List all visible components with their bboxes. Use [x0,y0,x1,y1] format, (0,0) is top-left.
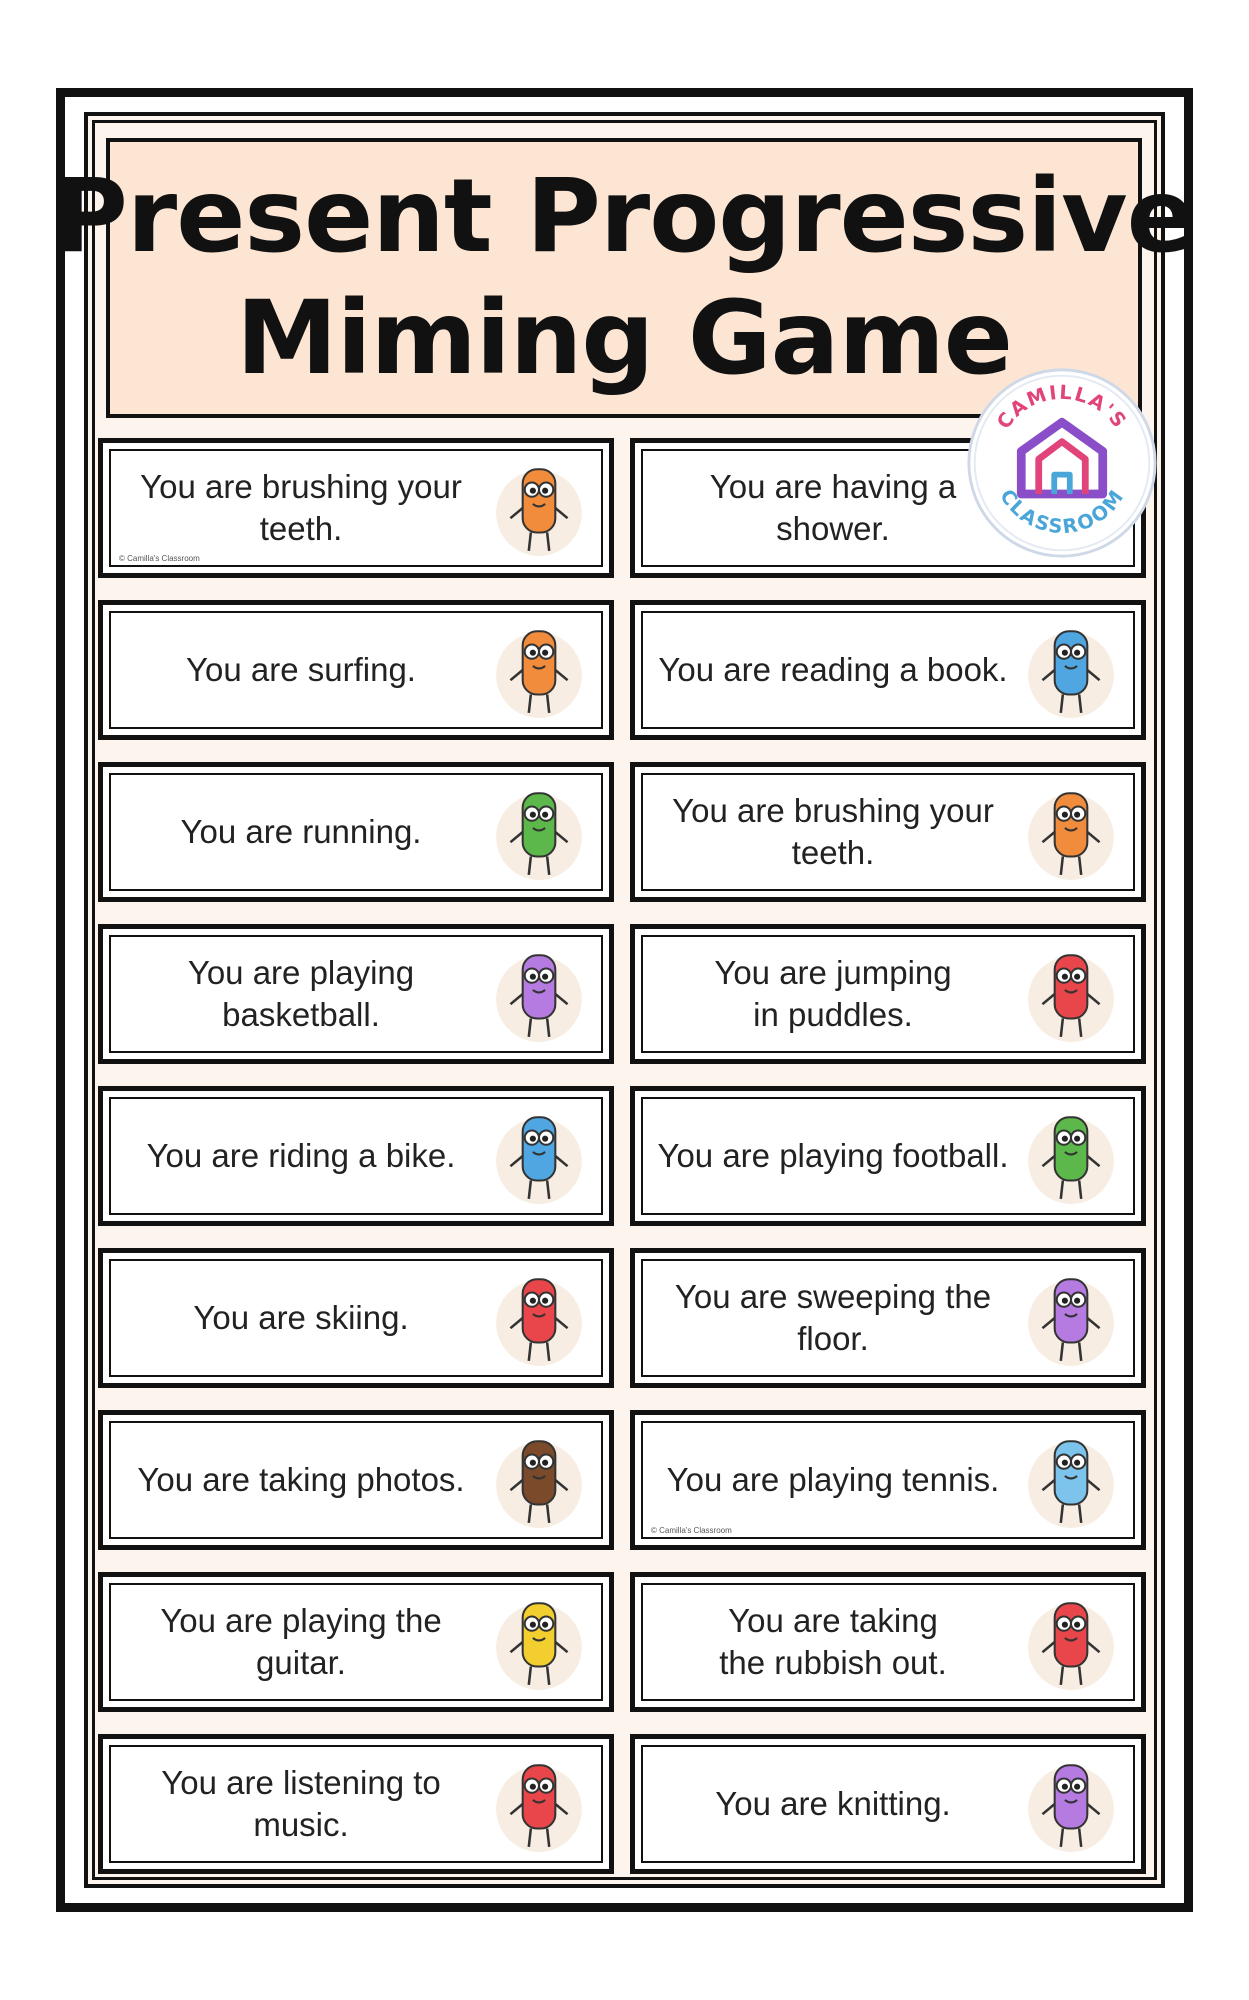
card-phrase: You are skiing. [193,1298,409,1336]
basketball-character-icon [487,943,591,1045]
card-phrase: You are playing basketball. [187,953,415,1033]
card-phrase: You are knitting. [715,1784,951,1822]
phrase-card [630,1734,1146,1874]
reading-character-icon [1019,619,1123,721]
sweeping-character-icon [1019,1267,1123,1369]
phrase-card [630,762,1146,902]
card-phrase: You are brushing your teeth. [140,467,462,547]
card-phrase: You are running. [180,812,422,850]
card-phrase: You are riding a bike. [146,1136,456,1174]
card-phrase: You are sweeping the floor. [674,1277,992,1357]
phrase-card [630,1086,1146,1226]
puddle-character-icon [1019,943,1123,1045]
card-phrase: You are taking the rubbish out. [719,1601,947,1681]
logo-top-text: CAMILLA'S [992,380,1132,434]
knitting-character-icon [1019,1753,1123,1855]
phrase-card [98,762,614,902]
guitar-character-icon [487,1591,591,1693]
music-character-icon [487,1753,591,1855]
football-character-icon [1019,1105,1123,1207]
running-character-icon [487,781,591,883]
title-line-1: Present Progressive [53,156,1195,276]
brushing-teeth-character-icon [1019,781,1123,883]
card-phrase: You are playing tennis. [666,1460,1000,1498]
phrase-card [630,600,1146,740]
skiing-character-icon [487,1267,591,1369]
phrase-card [630,1572,1146,1712]
bike-character-icon [487,1105,591,1207]
rubbish-character-icon [1019,1591,1123,1693]
phrase-card [98,1734,614,1874]
phrase-card [98,438,614,578]
card-phrase: You are playing football. [657,1136,1009,1174]
card-phrase: You are playing the guitar. [160,1601,442,1681]
logo-bottom-text: CLASSROOM [995,484,1129,539]
title-line-2: Miming Game [236,279,1012,398]
phrase-card [630,924,1146,1064]
card-phrase: You are brushing your teeth. [672,791,994,871]
card-phrase: You are having a shower. [709,467,957,547]
phrase-card [630,1248,1146,1388]
card-phrase: You are listening to music. [161,1763,441,1843]
phrase-card [98,600,614,740]
brushing-teeth-character-icon [487,457,591,559]
phrase-card [98,1086,614,1226]
phrase-card [98,1572,614,1712]
copyright-credit: © Camilla's Classroom [119,554,200,563]
phrase-card [98,1248,614,1388]
card-phrase: You are surfing. [186,650,416,688]
camera-character-icon [487,1429,591,1531]
tennis-character-icon [1019,1429,1123,1531]
phrase-card [630,1410,1146,1550]
surfing-character-icon [487,619,591,721]
camillas-classroom-logo [965,366,1159,560]
card-phrase: You are taking photos. [137,1460,465,1498]
copyright-credit: © Camilla's Classroom [651,1526,732,1535]
card-phrase: You are reading a book. [658,650,1008,688]
card-phrase: You are jumping in puddles. [714,953,952,1033]
phrase-card [98,924,614,1064]
phrase-card [98,1410,614,1550]
